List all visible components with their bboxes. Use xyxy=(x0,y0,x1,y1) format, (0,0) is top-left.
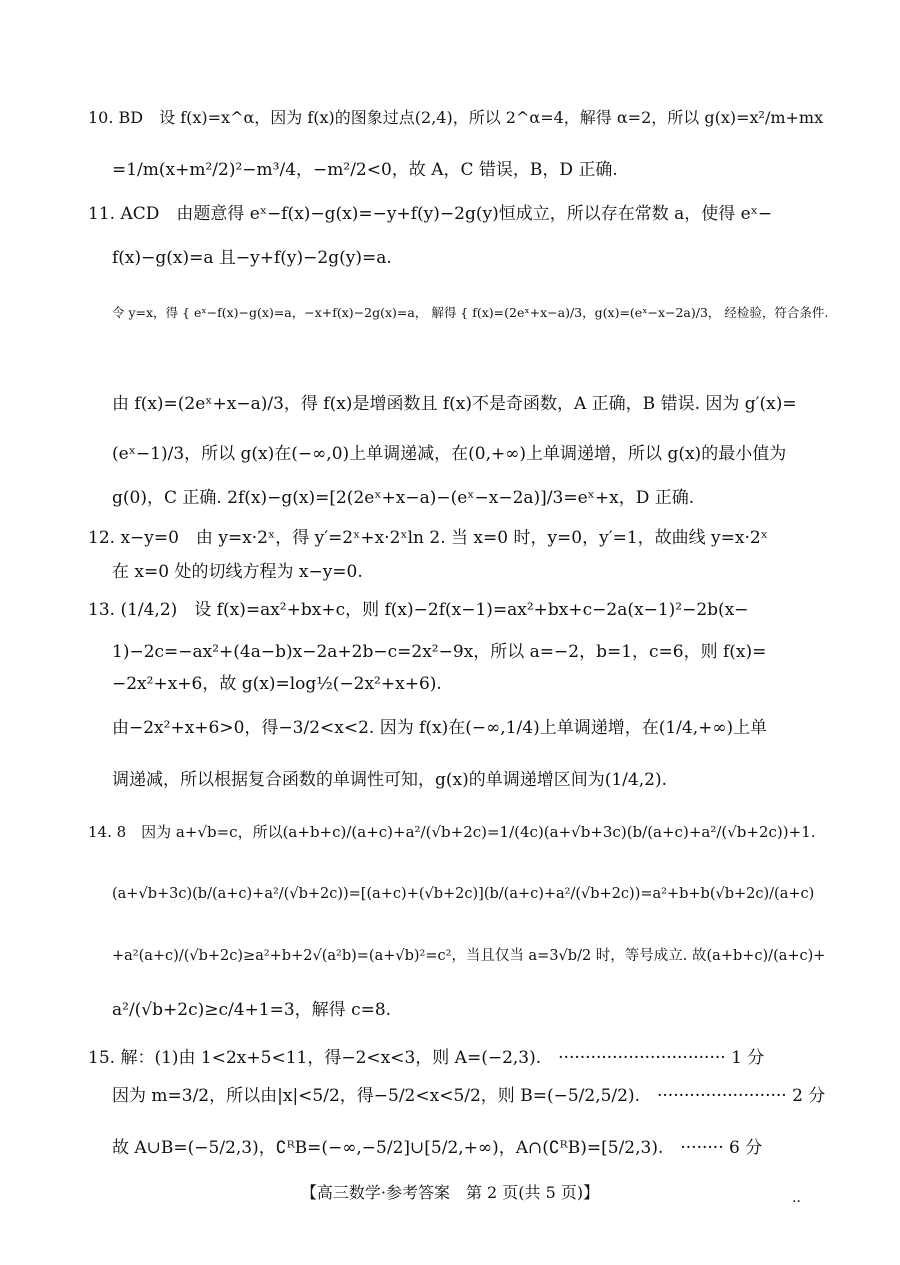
answer-15-line1: 15. 解：(1)由 1<2x+5<11，得−2<x<3，则 A=(−2,3). ······························· 1 分 xyxy=(88,1048,765,1068)
answer-11-line6: g(0)，C 正确. 2f(x)−g(x)=[2(2eˣ+x−a)−(eˣ−x−2a)]/3=eˣ+x，D 正确. xyxy=(112,488,695,508)
answer-11-line2: f(x)−g(x)=a 且−y+f(y)−2g(y)=a. xyxy=(112,248,392,268)
answer-11-line1: 11. ACD 由题意得 eˣ−f(x)−g(x)=−y+f(y)−2g(y)恒成立，所以存在常数 a，使得 eˣ− xyxy=(88,204,773,224)
answer-15-line3: 故 A∪B=(−5/2,3)，∁ᴿB=(−∞,−5/2]∪[5/2,+∞)，A∩(∁ᴿB)=[5/2,3). ········ 6 分 xyxy=(112,1138,763,1158)
answer-14-line1: 14. 8 因为 a+√b=c，所以(a+b+c)/(a+c)+a²/(√b+2c)=1/(4c)(a+√b+3c)(b/(a+c)+a²/(√b+2c))+1. xyxy=(88,823,816,841)
answer-13-line4: 由−2x²+x+6>0，得−3/2<x<2. 因为 f(x)在(−∞,1/4)上单调递增，在(1/4,+∞)上单 xyxy=(112,718,768,738)
answer-11-line4: 由 f(x)=(2eˣ+x−a)/3，得 f(x)是增函数且 f(x)不是奇函数，A 正确，B 错误. 因为 g′(x)= xyxy=(112,394,797,414)
answer-12-line2: 在 x=0 处的切线方程为 x−y=0. xyxy=(112,562,363,582)
answer-10-line2: =1/m(x+m²/2)²−m³/4，−m²/2<0，故 A，C 错误，B，D 正确. xyxy=(112,160,618,180)
page-footer: 【高三数学·参考答案 第 2 页(共 5 页)】 xyxy=(300,1183,600,1202)
answer-13-line1: 13. (1/4,2) 设 f(x)=ax²+bx+c，则 f(x)−2f(x−1)=ax²+bx+c−2a(x−1)²−2b(x− xyxy=(88,600,749,620)
answer-13-line2: 1)−2c=−ax²+(4a−b)x−2a+2b−c=2x²−9x，所以 a=−2，b=1，c=6，则 f(x)= xyxy=(112,642,767,662)
answer-13-line3: −2x²+x+6，故 g(x)=log½(−2x²+x+6). xyxy=(112,674,442,694)
answer-14-line3: +a²(a+c)/(√b+2c)≥a²+b+2√(a²b)=(a+√b)²=c²，当且仅当 a=3√b/2 时，等号成立. 故(a+b+c)/(a+c)+ xyxy=(112,948,826,964)
answer-12-line1: 12. x−y=0 由 y=x·2ˣ，得 y′=2ˣ+x·2ˣln 2. 当 x=0 时，y=0，y′=1，故曲线 y=x·2ˣ xyxy=(88,528,768,548)
answer-14-line4: a²/(√b+2c)≥c/4+1=3，解得 c=8. xyxy=(112,1000,392,1020)
answer-14-line2: (a+√b+3c)(b/(a+c)+a²/(√b+2c))=[(a+c)+(√b+2c)](b/(a+c)+a²/(√b+2c))=a²+b+b(√b+2c)/(a+c) xyxy=(112,886,815,902)
answer-11-line5: (eˣ−1)/3，所以 g(x)在(−∞,0)上单调递减，在(0,+∞)上单调递增，所以 g(x)的最小值为 xyxy=(112,444,787,464)
answer-15-line2: 因为 m=3/2，所以由|x|<5/2，得−5/2<x<5/2，则 B=(−5/2,5/2). ························ 2 分 xyxy=(112,1086,826,1106)
answer-10-line1: 10. BD 设 f(x)=x^α，因为 f(x)的图象过点(2,4)，所以 2^α=4，解得 α=2，所以 g(x)=x²/m+mx xyxy=(88,108,824,127)
answer-13-line5: 调递减，所以根据复合函数的单调性可知，g(x)的单调递增区间为(1/4,2). xyxy=(112,770,667,790)
footer-mark: .. xyxy=(792,1190,801,1206)
answer-11-system: 令 y=x，得 { eˣ−f(x)−g(x)=a，−x+f(x)−2g(x)=a， 解得 { f(x)=(2eˣ+x−a)/3，g(x)=(eˣ−x−2a)/3， 经检验，符合条件. xyxy=(112,305,829,320)
